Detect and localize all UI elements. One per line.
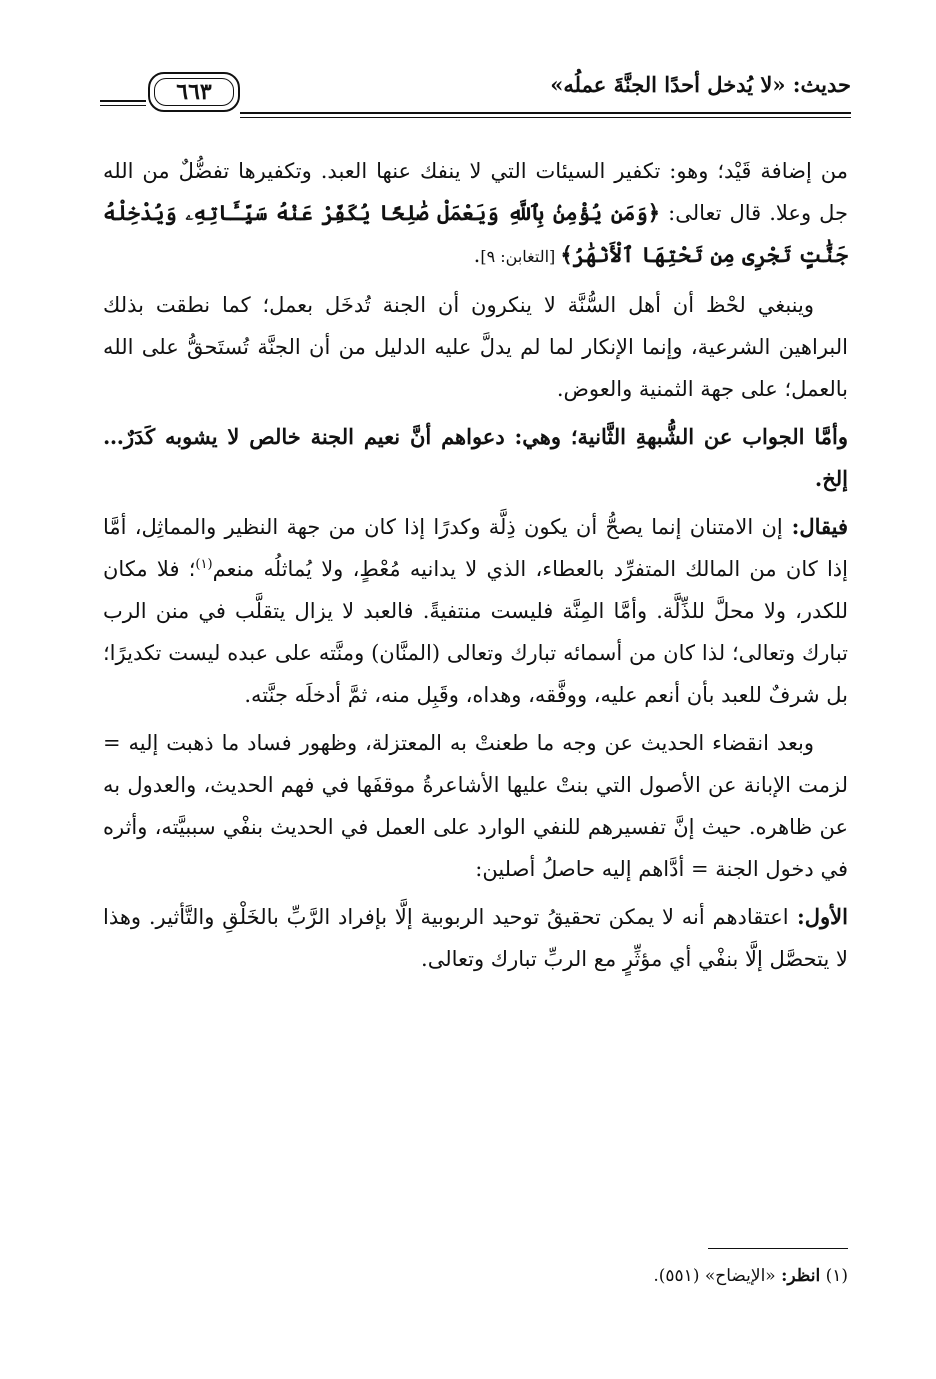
footnote: [103, 1262, 848, 1290]
paragraph-text: من إضافة قَيْد؛ وهو: تكفير السيئات التي لا ينفك عنها العبد. وتكفيرها تفضُّلٌ من الله جل وعلا. قال تعالى:: [103, 159, 848, 225]
page-number: ٦٦٣: [154, 78, 234, 106]
lead-word: فيقال:: [782, 514, 849, 539]
footnote-marker[interactable]: (١): [195, 557, 213, 572]
verse-reference: [التغابن: ٩]: [480, 247, 561, 266]
lead-word: الأول:: [788, 904, 848, 929]
header-rule-left: [100, 100, 146, 102]
paragraph-text: إن الامتنان إنما يصحُّ أن يكون ذِلَّة وكدرًا إذا كان من جهة النظير والمماثِل، أمَّا إذا كان من المالك المتفرِّد بالعطاء، الذي لا يدانيه مُعْطٍ، ولا يُماثلُه منعم: [103, 515, 848, 581]
running-title: حديث: «لا يُدخل أحدًا الجنَّةَ عملُه»: [550, 72, 851, 97]
paragraph-text-end: ؛ فلا مكان للكدر، ولا محلَّ للذِّلَّة. وأمَّا المِنَّة فليست منتفيةً. فالعبد لا يزال يتقلَّب في منن الرب تبارك وتعالى؛ لذا كان من أسمائه تبارك وتعالى (المنَّان) ومنَّته على عبده ليست تكديرًا؛ بل شرفٌ للعبد بأن أنعم عليه، ووفَّقه، وهداه، وقَبِل منه، ثمَّ أدخلَه جنَّته.: [103, 557, 848, 707]
footnote-label: انظر:: [781, 1266, 821, 1286]
section-heading: وأمَّا الجواب عن الشُّبهةِ الثَّانية؛ وهي: دعواهم أنَّ نعيم الجنة خالص لا يشوبه كَدَرٌ… إلخ.: [103, 424, 848, 491]
header-rule: [240, 112, 851, 114]
footnote-number: (١): [825, 1266, 848, 1286]
paragraph-text-end: .: [473, 243, 481, 267]
running-header: [100, 60, 851, 130]
page-number-frame: [148, 72, 240, 112]
body-text: [103, 150, 848, 986]
paragraph: وبعد انقضاء الحديث عن وجه ما طعنتْ به المعتزلة، وظهور فساد ما ذهبت إليه = لزمت الإبانة عن الأصول التي بنتْ عليها الأشاعرةُ موقفَها في فهم الحديث، والعدول به عن ظاهره. حيث إنَّ تفسيرهم للنفي الوارد على العمل في الحديث بنفْي سببيَّته، وأثره في دخول الجنة = أدَّاهم إليه حاصلُ أصلين:: [103, 731, 848, 881]
footnote-text: «الإيضاح» (٥٥١).: [653, 1266, 776, 1286]
paragraph: [103, 150, 848, 278]
quran-verse: ﴿وَمَن يُؤْمِنۢ بِٱللَّهِ وَيَعْمَلْ صَٰلِحًا يُكَفِّرْ عَنْهُ سَيِّـَٔاتِهِۦ وَيُدْخِلْهُ جَنَّٰتٍ تَجْرِى مِن تَحْتِهَا ٱلْأَنْهَٰرُ﴾: [103, 200, 848, 267]
paragraph-text: اعتقادهم أنه لا يمكن تحقيقُ توحيد الربوبية إلَّا بإفراد الرَّبِّ بالخَلْقِ والتَّأثير. وهذا لا يتحصَّل إلَّا بنفْي أي مؤثِّرٍ مع الربِّ تبارك وتعالى.: [103, 905, 848, 971]
paragraph: [103, 506, 848, 716]
header-rule-left-thin: [100, 105, 146, 106]
paragraph: وينبغي لحْظ أن أهل السُّنَّة لا ينكرون أن الجنة تُدخَل بعمل؛ كما نطقت بذلك البراهين الشرعية، وإنما الإنكار لما لم يدلَّ عليه الدليل من أن الجنَّة تُستَحقُّ على الله بالعمل؛ على جهة الثمنية والعوض.: [103, 293, 848, 401]
paragraph: [103, 896, 848, 980]
header-rule-thin: [240, 117, 851, 118]
footnote-separator: [708, 1248, 848, 1249]
